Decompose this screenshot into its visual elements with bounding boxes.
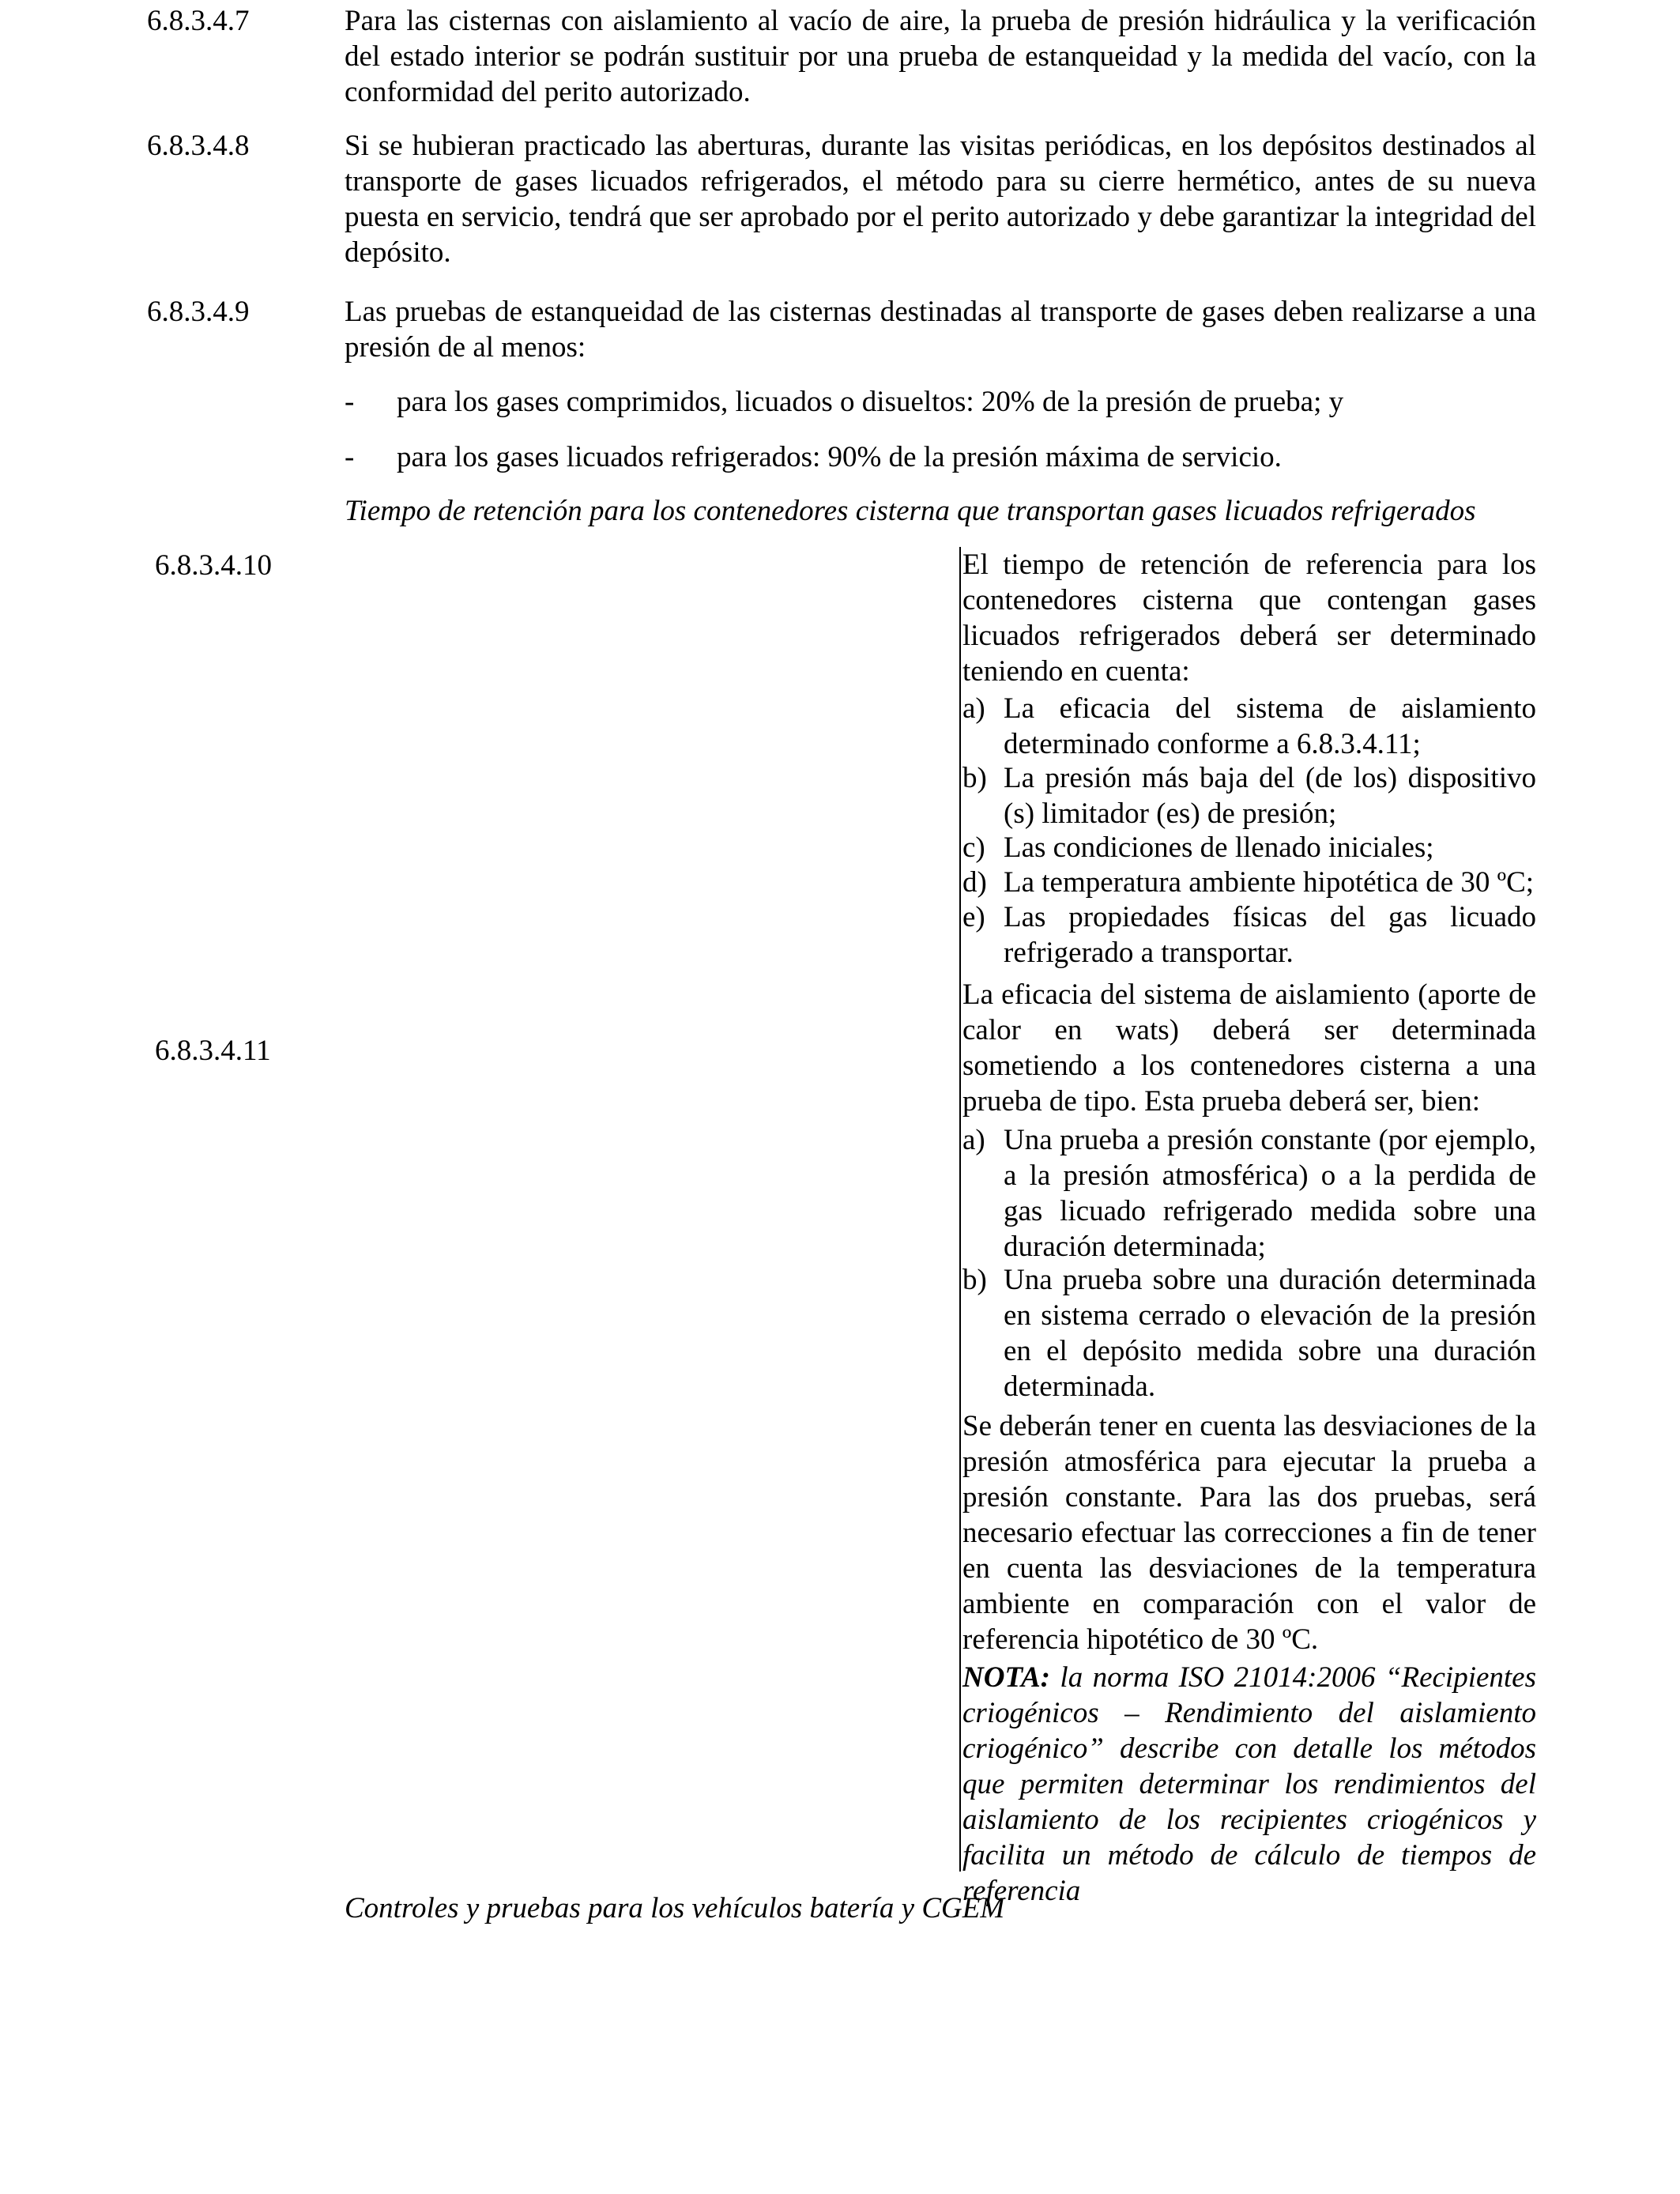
paragraph-6-8-3-4-7: Para las cisternas con aislamiento al vacío de aire, la prueba de presión hidráulica y la verificación del estado interior se podrán sustituir por una prueba de estanqueidad y la medida del vacío, con la conformidad del perito autorizado.: [345, 5, 1536, 108]
column-divider: [959, 547, 961, 1872]
list-label: a): [962, 1124, 985, 1156]
list-item-text: La presión más baja del (de los) dispositivo (s) limitador (es) de presión;: [1004, 762, 1536, 830]
list-label: d): [962, 866, 987, 899]
list-label: e): [962, 901, 985, 933]
section-number-6-8-3-4-7: 6.8.3.4.7: [147, 5, 250, 37]
section-number-6-8-3-4-8: 6.8.3.4.8: [147, 130, 250, 162]
paragraph-6-8-3-4-10: El tiempo de retención de referencia para los contenedores cisterna que contengan gases licuados refrigerados deberá ser determinado teniendo en cuenta:: [962, 548, 1536, 688]
note-text: la norma ISO 21014:2006 “Recipientes criogénicos – Rendimiento del aislamiento criogénico” describe con detalle los métodos que permiten determinar los rendimientos del aislamiento de los recipientes criogénicos y facilita un método de cálculo de tiempos de referencia: [962, 1661, 1536, 1907]
note-iso-21014: [962, 1660, 1536, 1909]
list-item-text: La temperatura ambiente hipotética de 30 ºC;: [1004, 866, 1535, 899]
list-item-text: para los gases comprimidos, licuados o disueltos: 20% de la presión de prueba; y: [397, 386, 1344, 418]
paragraph-6-8-3-4-9: Las pruebas de estanqueidad de las cisternas destinadas al transporte de gases deben realizarse a una presión de al menos:: [345, 296, 1536, 364]
paragraph-6-8-3-4-8: Si se hubieran practicado las aberturas, durante las visitas periódicas, en los depósitos destinados al transporte de gases licuados refrigerados, el método para su cierre hermético, antes de su nueva puesta en servicio, tendrá que ser aprobado por el perito autorizado y debe garantizar la integridad del depósito.: [345, 130, 1536, 269]
list-item-text: para los gases licuados refrigerados: 90% de la presión máxima de servicio.: [397, 441, 1282, 473]
list-item-text: Una prueba a presión constante (por ejemplo, a la presión atmosférica) o a la perdida de gas licuado refrigerado medida sobre una duración determinada;: [1004, 1124, 1536, 1263]
paragraph-6-8-3-4-11: La eficacia del sistema de aislamiento (aporte de calor en wats) deberá ser determinada sometiendo a los contenedores cisterna a una prueba de tipo. Esta prueba deberá ser, bien:: [962, 978, 1536, 1118]
list-item-text: Las condiciones de llenado iniciales;: [1004, 831, 1434, 864]
list-label: b): [962, 1264, 987, 1296]
section-heading-retention-time: Tiempo de retención para los contenedores cisterna que transportan gases licuados refrigerados: [345, 495, 1476, 527]
list-label: c): [962, 831, 985, 864]
list-item-text: Una prueba sobre una duración determinada en sistema cerrado o elevación de la presión en el depósito medida sobre una duración determinada.: [1004, 1264, 1536, 1403]
list-label: b): [962, 762, 987, 794]
list-dash: -: [345, 386, 355, 418]
section-heading-battery-vehicles: Controles y pruebas para los vehículos batería y CGEM: [345, 1892, 1005, 1924]
section-number-6-8-3-4-10: 6.8.3.4.10: [155, 549, 272, 582]
list-dash: -: [345, 441, 355, 473]
list-item-text: La eficacia del sistema de aislamiento determinado conforme a 6.8.3.4.11;: [1004, 692, 1536, 760]
note-label: NOTA:: [962, 1661, 1050, 1694]
paragraph-pressure-deviations: Se deberán tener en cuenta las desviaciones de la presión atmosférica para ejecutar la prueba a presión constante. Para las dos pruebas, será necesario efectuar las correcciones a fin de tener en cuenta las desviaciones de la temperatura ambiente en comparación con el valor de referencia hipotético de 30 ºC.: [962, 1410, 1536, 1656]
section-number-6-8-3-4-9: 6.8.3.4.9: [147, 296, 250, 328]
list-label: a): [962, 692, 985, 725]
section-number-6-8-3-4-11: 6.8.3.4.11: [155, 1035, 271, 1067]
list-item-text: Las propiedades físicas del gas licuado refrigerado a transportar.: [1004, 901, 1536, 969]
